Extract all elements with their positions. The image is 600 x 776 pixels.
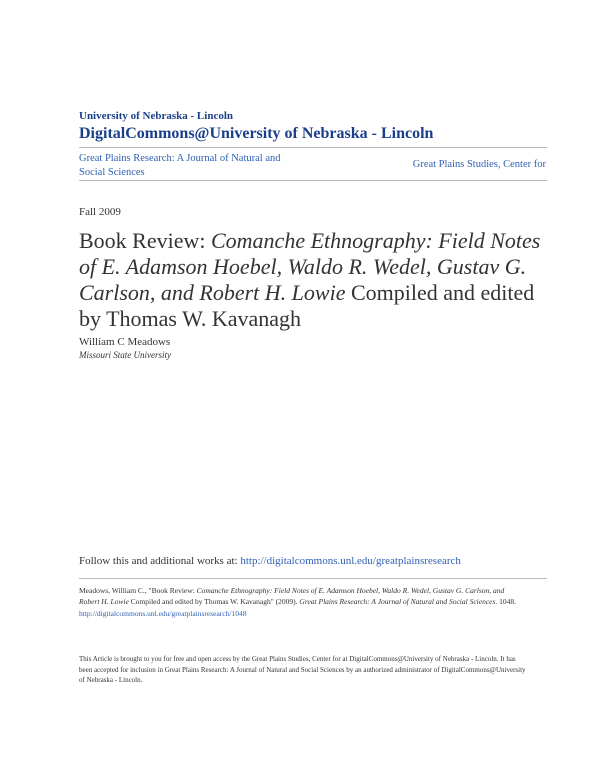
article-title [79, 228, 549, 332]
citation-link[interactable]: http://digitalcommons.unl.edu/greatplainsresearch/1048 [79, 609, 247, 618]
access-notice: This Article is brought to you for free and open access by the Great Plains Studies, Center for at DigitalCommons@University of Nebraska - Lincoln. It has been accepted for inclusion in Great Plains Research: A Journal of Natural and Social Sciences by an authorized administrator of DigitalCommons@University of Nebraska - Lincoln. [79, 655, 526, 684]
author-name: William C Meadows [79, 336, 171, 348]
title-suffix: Compiled and edited by Thomas W. Kavanagh [79, 280, 535, 331]
follow-label: Follow this and additional works at: [79, 555, 241, 567]
citation-part3: . 1048. [495, 597, 517, 606]
citation-part2: Compiled and edited by Thomas W. Kavanagh" (2009). [128, 597, 300, 606]
journal-collection-link[interactable]: Great Plains Research: A Journal of Natural and Social Sciences [79, 153, 281, 178]
title-italic: Comanche Ethnography: Field Notes of E. Adamson Hoebel, Waldo R. Wedel, Gustav G. Carlson, and Robert H. Lowie [79, 228, 541, 305]
publication-date: Fall 2009 [79, 206, 121, 218]
author-affiliation: Missouri State University [79, 350, 171, 360]
citation-block [79, 585, 519, 619]
follow-line [79, 555, 461, 567]
institution-header [79, 110, 433, 144]
divider-header-bottom [79, 180, 547, 181]
citation-italic2: Great Plains Research: A Journal of Natural and Social Sciences [299, 597, 496, 606]
divider-top [79, 147, 547, 148]
divider-citation [79, 578, 547, 579]
title-prefix: Book Review: [79, 228, 211, 253]
institution-name[interactable]: University of Nebraska - Lincoln [79, 110, 233, 122]
repository-name[interactable]: DigitalCommons@University of Nebraska - Lincoln [79, 125, 434, 142]
citation-italic1: Comanche Ethnography: Field Notes of E. Adamson Hoebel, Waldo R. Wedel, Gustav G. Carlson, and Robert H. Lowie [79, 586, 505, 606]
center-collection-link[interactable]: Great Plains Studies, Center for [412, 159, 546, 170]
follow-link[interactable]: http://digitalcommons.unl.edu/greatplainsresearch [240, 555, 461, 567]
citation-part1: Meadows, William C., "Book Review: [79, 586, 197, 595]
